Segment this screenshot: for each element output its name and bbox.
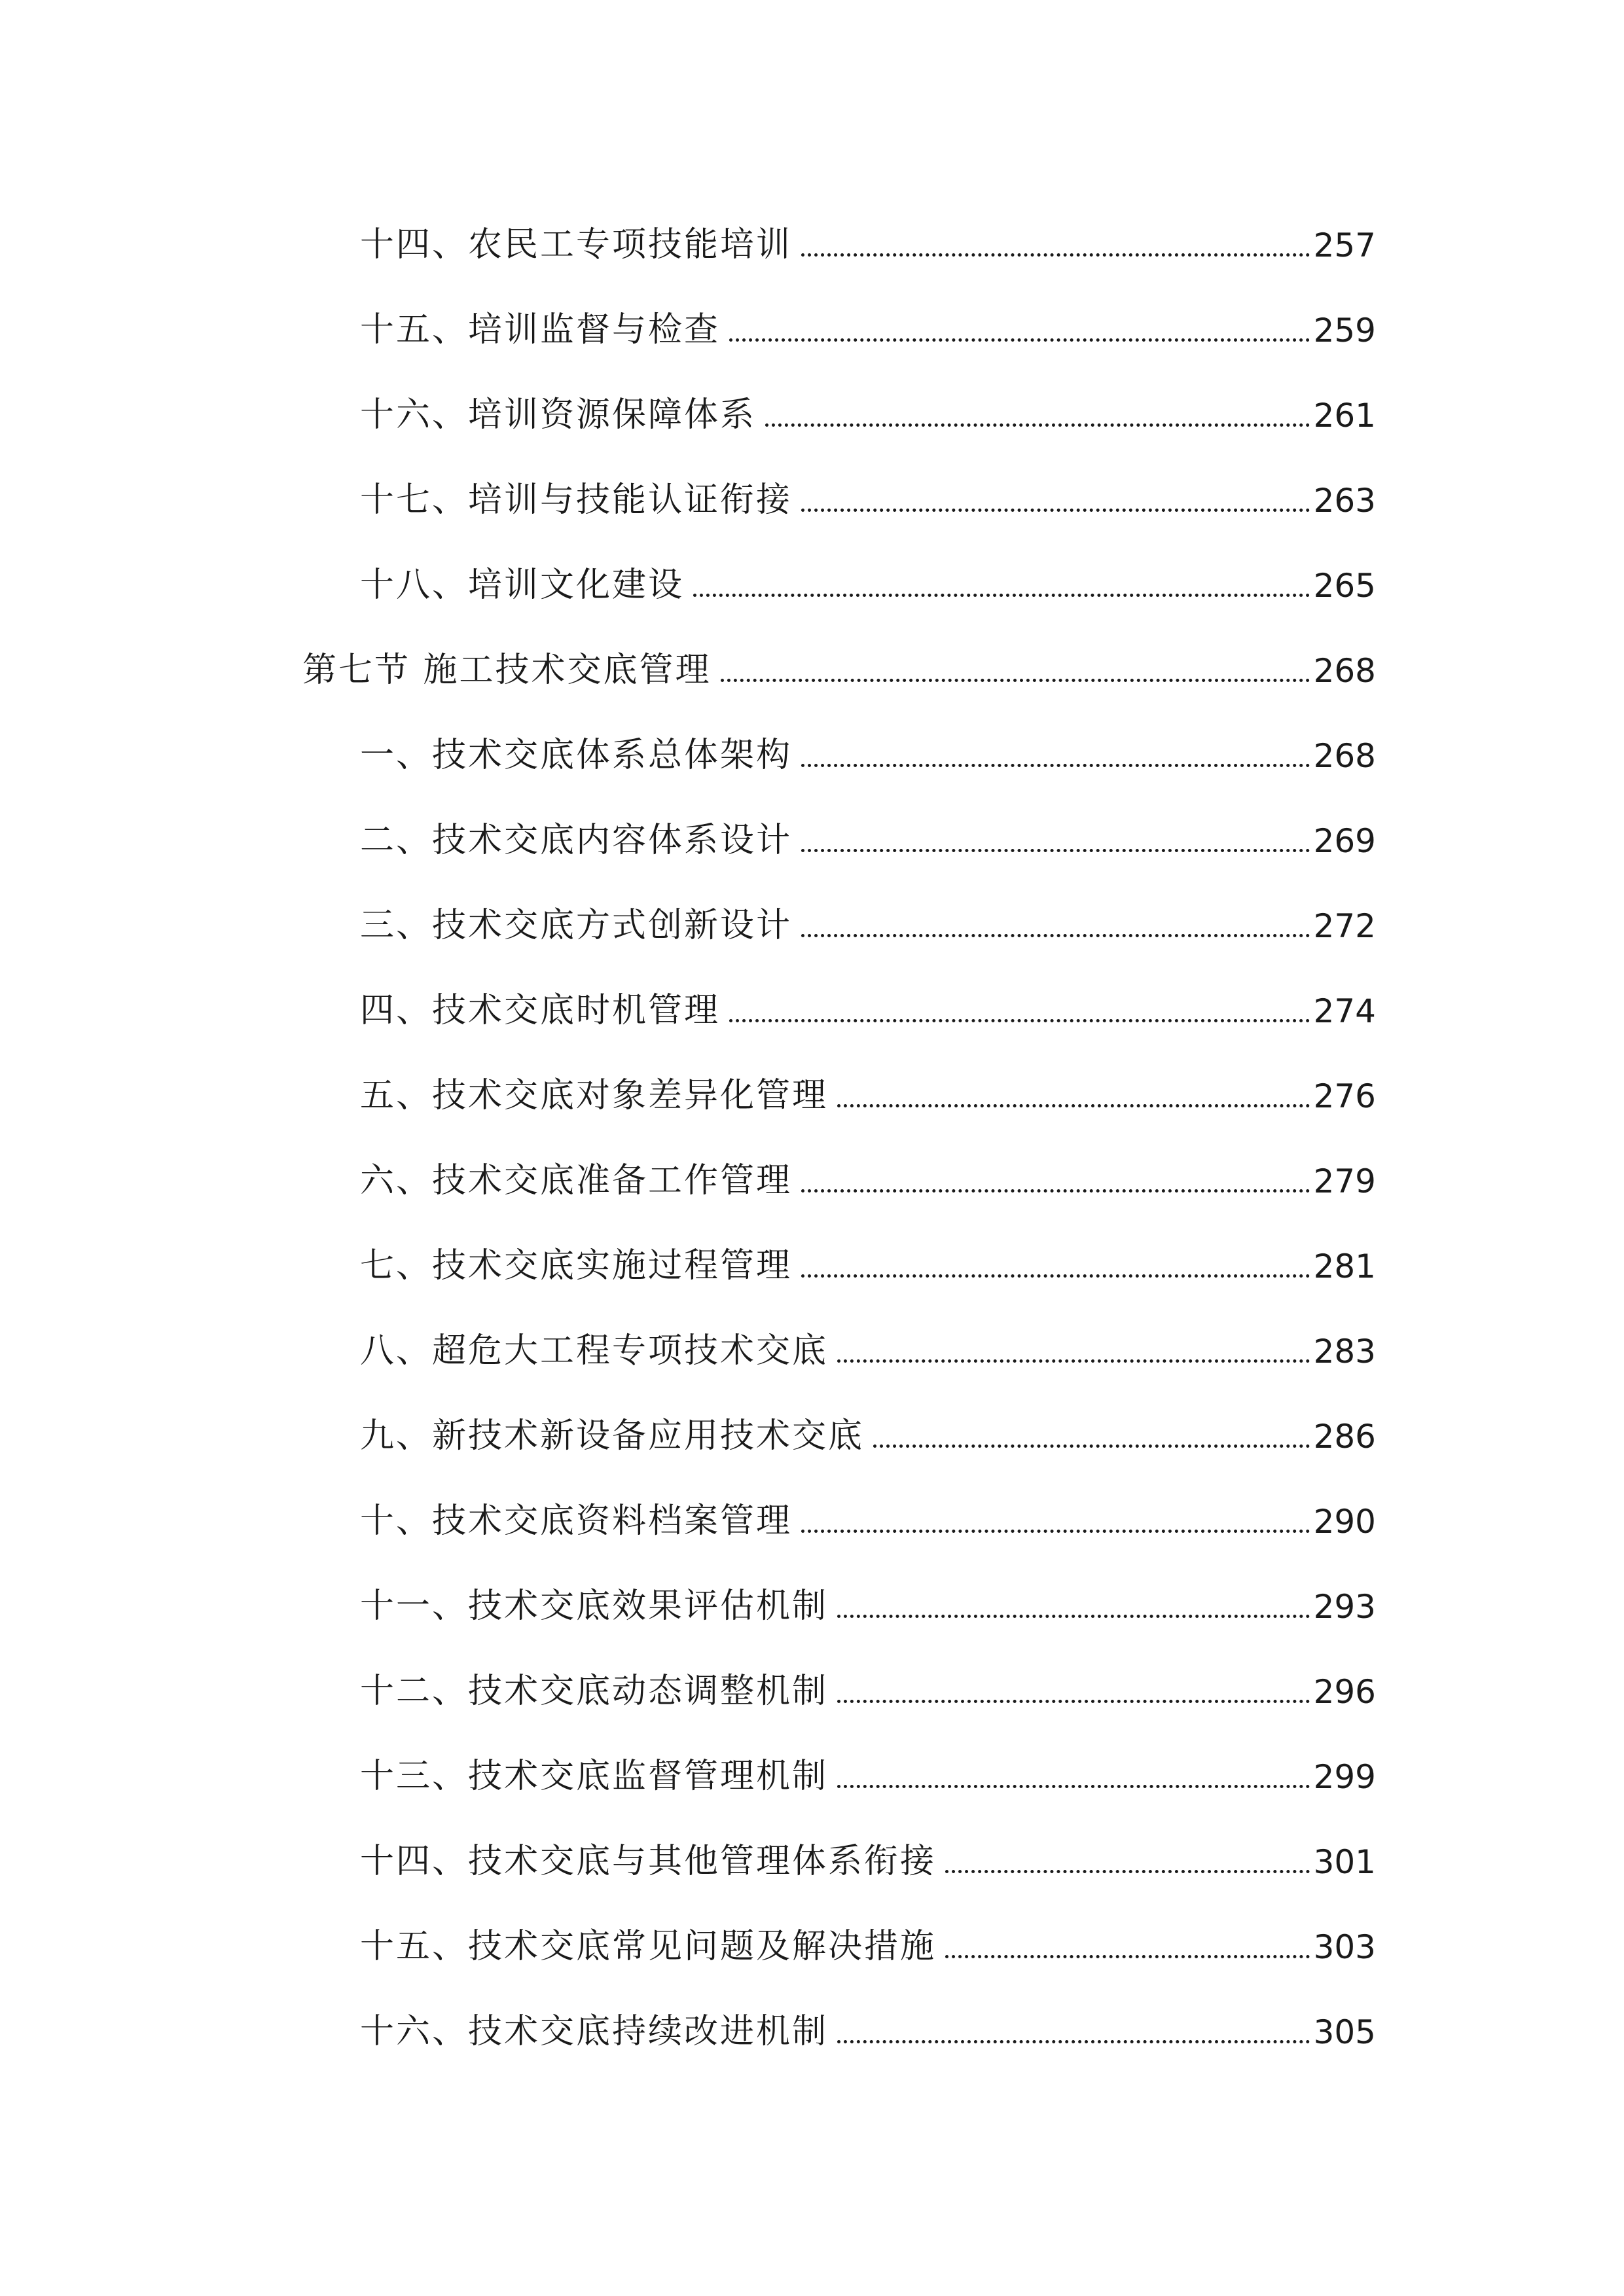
toc-entry-page: 268 — [1313, 737, 1376, 775]
toc-entry-page: 257 — [1313, 226, 1376, 264]
toc-entry-title: 十三、技术交底监督管理机制 — [360, 1757, 829, 1796]
toc-entry-page: 268 — [1313, 652, 1376, 690]
toc-dot-leader — [801, 509, 1310, 512]
toc-entry-page: 305 — [1313, 2013, 1376, 2051]
toc-entry-page: 276 — [1313, 1077, 1376, 1115]
toc-entry-title: 第七节 施工技术交底管理 — [302, 651, 712, 690]
toc-entry-title: 十五、技术交底常见问题及解决措施 — [360, 1927, 937, 1966]
toc-dot-leader — [801, 1274, 1310, 1278]
toc-entry-page: 296 — [1313, 1673, 1376, 1711]
toc-entry-page: 290 — [1313, 1503, 1376, 1541]
toc-dot-leader — [721, 679, 1310, 682]
toc-entry-title: 十二、技术交底动态调整机制 — [360, 1672, 829, 1711]
toc-entry[interactable] — [302, 1734, 1376, 1796]
toc-entry[interactable] — [302, 1649, 1376, 1711]
toc-dot-leader — [729, 1019, 1310, 1022]
toc-entry[interactable] — [302, 373, 1376, 435]
toc-dot-leader — [729, 338, 1310, 342]
toc-dot-leader — [873, 1444, 1310, 1448]
toc-entry-page: 283 — [1313, 1333, 1376, 1371]
toc-entry-title: 八、超危大工程专项技术交底 — [360, 1331, 829, 1371]
toc-entry-title: 三、技术交底方式创新设计 — [360, 906, 793, 945]
toc-dot-leader — [801, 253, 1310, 257]
toc-dot-leader — [837, 1615, 1310, 1618]
toc-entry-title: 七、技术交底实施过程管理 — [360, 1246, 793, 1285]
toc-entry-page: 269 — [1313, 822, 1376, 860]
toc-dot-leader — [801, 934, 1310, 937]
toc-entry-title: 十六、技术交底持续改进机制 — [360, 2012, 829, 2051]
toc-entry-title: 十七、培训与技能认证衔接 — [360, 480, 793, 520]
toc-entry[interactable] — [302, 1139, 1376, 1198]
toc-entry-page: 272 — [1313, 907, 1376, 945]
toc-entry[interactable] — [302, 713, 1376, 775]
toc-entry[interactable] — [302, 1479, 1376, 1541]
toc-entry[interactable] — [302, 203, 1376, 262]
toc-entry-page: 265 — [1313, 567, 1376, 605]
toc-entry[interactable] — [302, 1394, 1376, 1456]
toc-entry[interactable] — [302, 969, 1376, 1028]
toc-entry-title: 四、技术交底时机管理 — [360, 991, 721, 1030]
toc-entry-page: 281 — [1313, 1247, 1376, 1285]
toc-entry-page: 303 — [1313, 1928, 1376, 1966]
toc-entry[interactable] — [302, 543, 1376, 605]
toc-dot-leader — [837, 1359, 1310, 1363]
toc-dot-leader — [837, 2040, 1310, 2043]
toc-dot-leader — [801, 764, 1310, 767]
toc-entry[interactable] — [302, 798, 1376, 860]
toc-entry-title: 十、技术交底资料档案管理 — [360, 1501, 793, 1541]
toc-entry-title: 十六、培训资源保障体系 — [360, 395, 757, 435]
toc-entry[interactable] — [302, 1054, 1376, 1113]
toc-entry[interactable] — [302, 1990, 1376, 2049]
toc-entry-title: 一、技术交底体系总体架构 — [360, 736, 793, 775]
toc-section-heading[interactable] — [302, 628, 1376, 690]
toc-entry-title: 十四、技术交底与其他管理体系衔接 — [360, 1842, 937, 1881]
toc-entry-page: 301 — [1313, 1843, 1376, 1881]
toc-entry-page: 261 — [1313, 397, 1376, 435]
toc-dot-leader — [801, 849, 1310, 852]
toc-entry[interactable] — [302, 1564, 1376, 1626]
toc-dot-leader — [801, 1189, 1310, 1193]
toc-entry[interactable] — [302, 1224, 1376, 1283]
toc-dot-leader — [945, 1870, 1310, 1873]
toc-entry[interactable] — [302, 1905, 1376, 1964]
toc-dot-leader — [837, 1700, 1310, 1703]
toc-entry-title: 九、新技术新设备应用技术交底 — [360, 1416, 865, 1456]
toc-entry-page: 299 — [1313, 1758, 1376, 1796]
toc-dot-leader — [693, 594, 1310, 597]
toc-entry[interactable] — [302, 884, 1376, 945]
toc-entry-title: 五、技术交底对象差异化管理 — [360, 1076, 829, 1115]
toc-dot-leader — [837, 1104, 1310, 1107]
toc-dot-leader — [837, 1785, 1310, 1788]
toc-entry-page: 279 — [1313, 1162, 1376, 1200]
toc-entry[interactable] — [302, 1309, 1376, 1371]
toc-dot-leader — [765, 423, 1310, 427]
toc-entry-page: 259 — [1313, 312, 1376, 350]
toc-entry-page: 293 — [1313, 1588, 1376, 1626]
toc-entry[interactable] — [302, 458, 1376, 520]
toc-entry-page: 286 — [1313, 1418, 1376, 1456]
toc-entry-page: 274 — [1313, 992, 1376, 1030]
toc-entry-title: 十八、培训文化建设 — [360, 565, 685, 605]
toc-entry-title: 十一、技术交底效果评估机制 — [360, 1587, 829, 1626]
toc-entry[interactable] — [302, 1820, 1376, 1881]
toc-entry-title: 十五、培训监督与检查 — [360, 310, 721, 350]
toc-entry[interactable] — [302, 288, 1376, 350]
toc-dot-leader — [801, 1530, 1310, 1533]
toc-entry-page: 263 — [1313, 482, 1376, 520]
toc-entry-title: 十四、农民工专项技能培训 — [360, 225, 793, 264]
toc-entry-title: 六、技术交底准备工作管理 — [360, 1161, 793, 1200]
toc-dot-leader — [945, 1955, 1310, 1958]
toc-entry-title: 二、技术交底内容体系设计 — [360, 821, 793, 860]
